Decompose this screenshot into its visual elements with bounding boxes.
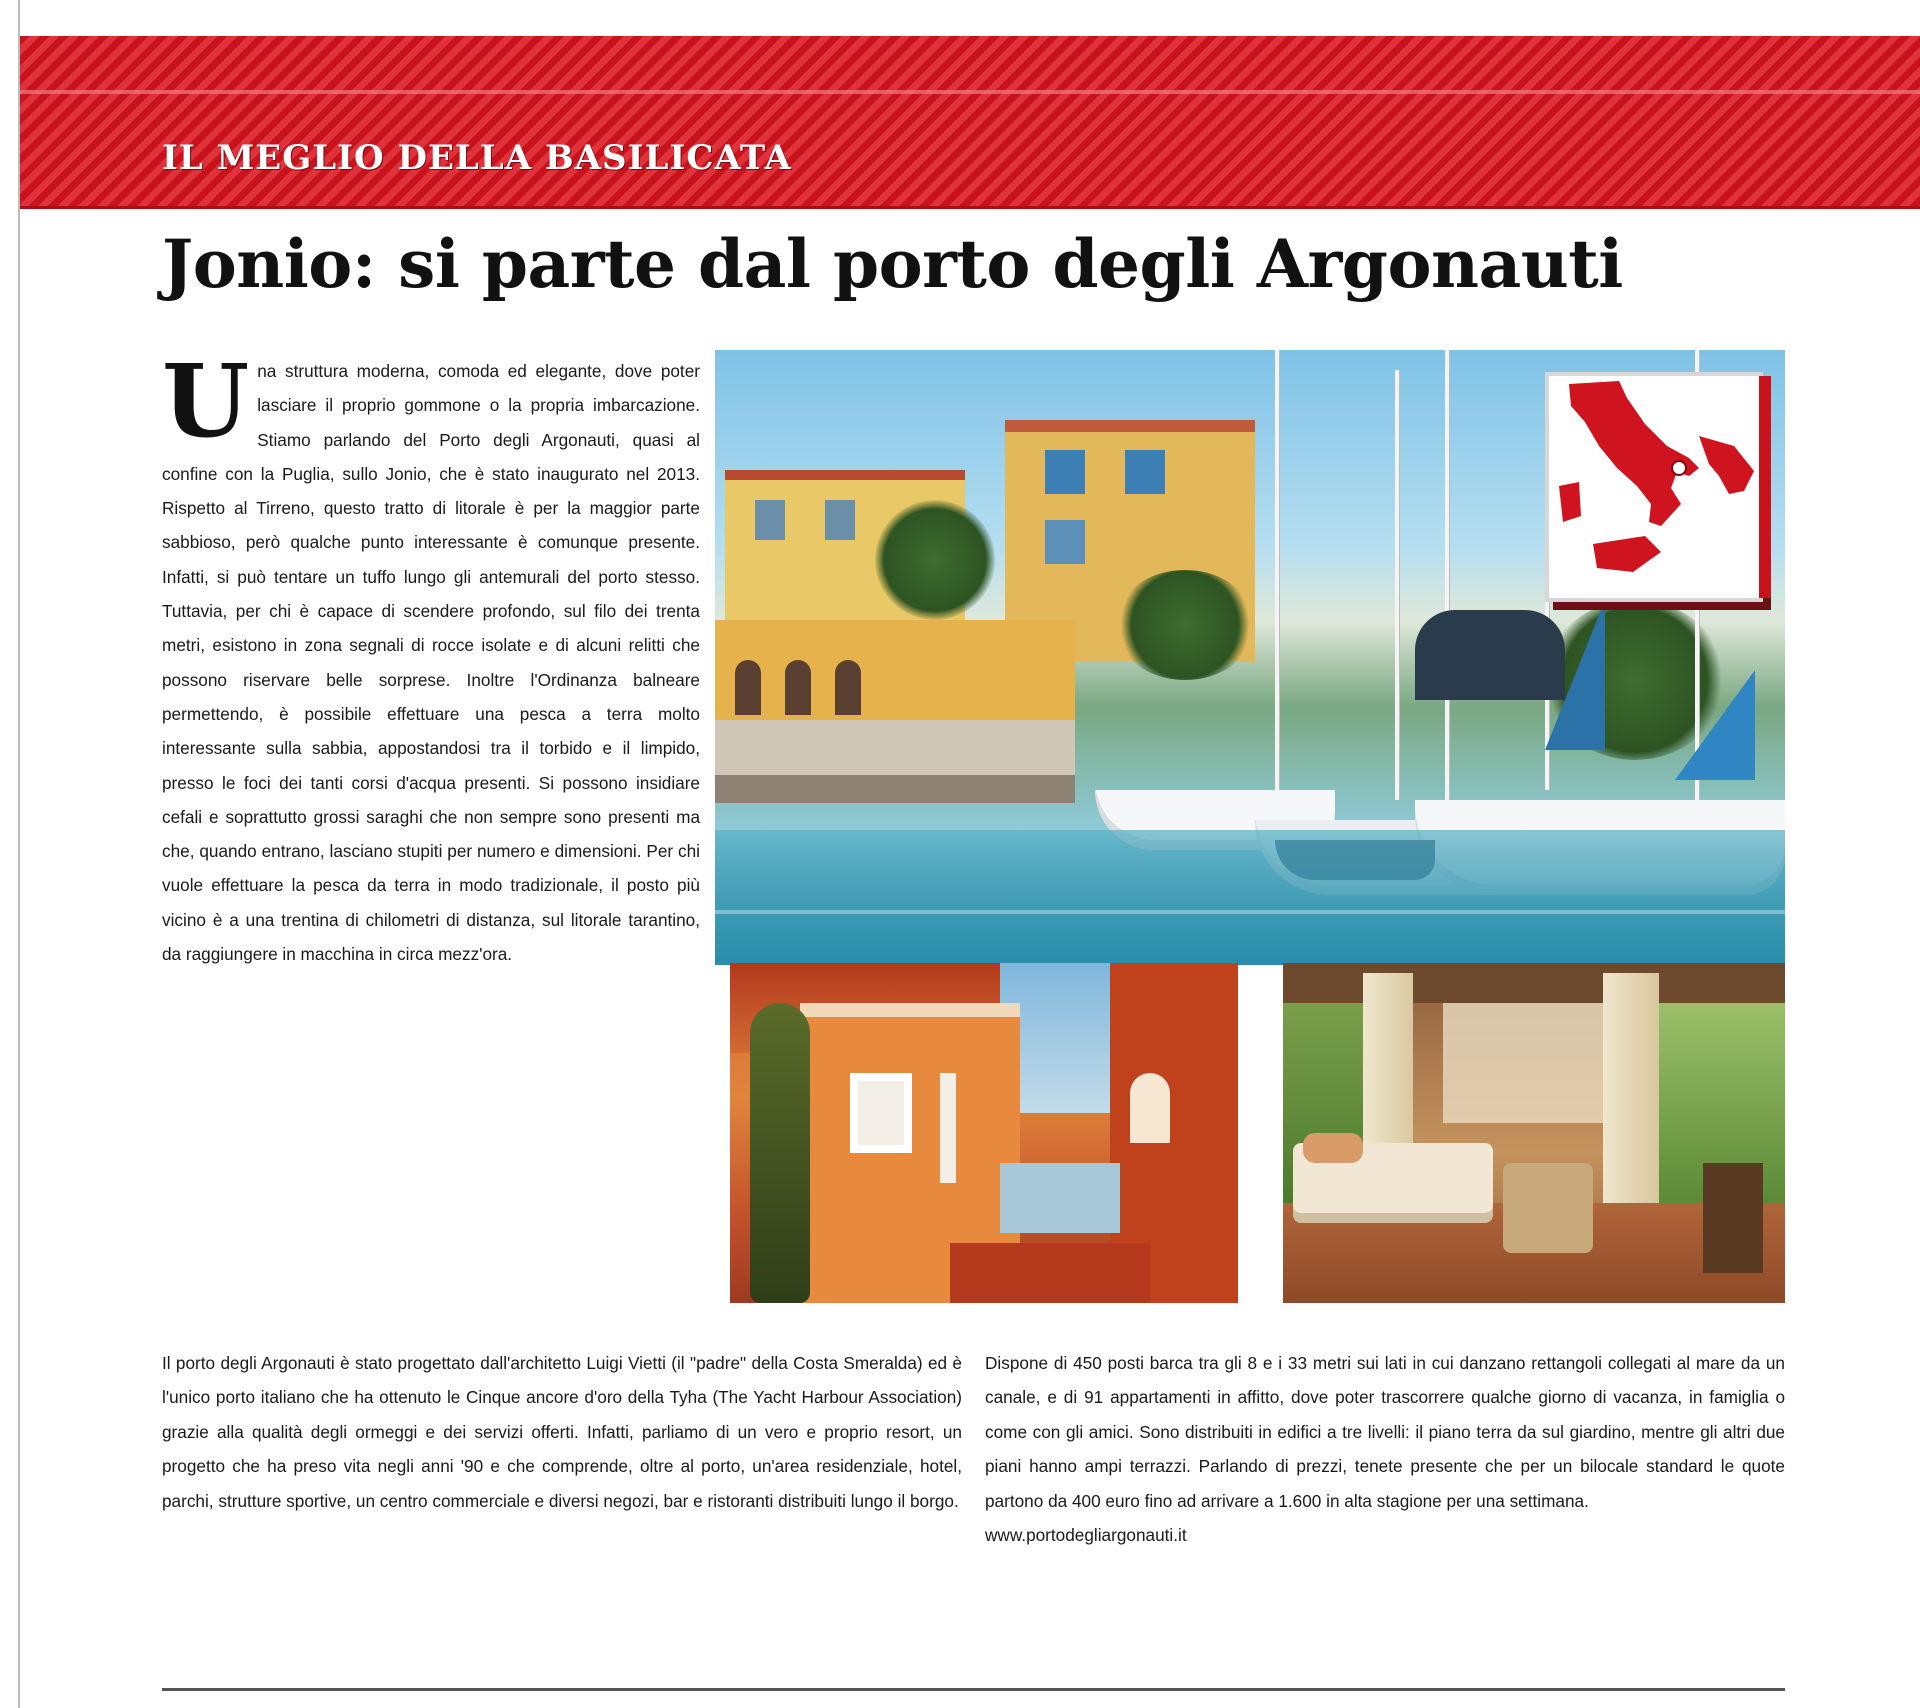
band-rule [20,90,1920,94]
italy-map [1545,372,1763,602]
section-header-band [20,36,1920,206]
article-body-column-left: Il porto degli Argonauti è stato progettato dall'architetto Luigi Vietti (il "padre" della Costa Smeralda) ed è l'unico porto italiano che ha ottenuto le Cinque ancore d'oro della Tyha (The Yacht Harbour Association) grazie alla qualità degli ormeggi e dei servizi offerti. Infatti, parliamo di un vero e proprio resort, un progetto che ha preso vita negli anni '90 e che comprende, oltre al porto, un'area residenziale, hotel, parchi, strutture sportive, un centro commerciale e diversi negozi, bar e ristoranti distribuiti lungo il borgo. [162,1353,962,1511]
drop-cap: U [162,342,250,460]
section-label: IL MEGLIO DELLA BASILICATA [162,138,792,178]
article-headline: Jonio: si parte dal porto degli Argonauti [162,225,1623,303]
website-link[interactable]: www.portodegliargonauti.it [985,1525,1187,1546]
article-body-column-top [162,342,700,971]
body-text-top: na struttura moderna, comoda ed elegante, dove poter lasciare il proprio gommone o la propria imbarcazione. Stiamo parlando del Porto degli Argonauti, quasi al confine con la Puglia, sullo Jonio, che è stato inaugurato nel 2013. Rispetto al Tirreno, questo tratto di litorale è per la maggior parte sabbioso, però qualche punto interessante è comunque presente. Infatti, si può tentare un tuffo lungo gli antemurali del porto stesso. Tuttavia, per chi è capace di scendere profondo, sul filo dei trenta metri, esistono in zona segnali di rocce isolate e di alcuni relitti che possono riservare belle sorprese. Inoltre l'Ordinanza balneare permettendo, è possibile effettuare una pesca a terra molto interessante sulla sabbia, appostandosi tra il torbido e il limpido, presso le foci dei tanti corsi d'acqua presenti. Si possono insidiare cefali e soprattutto grossi saraghi che non sempre sono presenti ma che, quando entrano, lasciano stupiti per numero e dimensioni. Per chi vuole effettuare la pesca da terra in modo tradizionale, il posto più vicino è a una trentina di chilometri di distanza, sul litorale tarantino, da raggiungere in macchina in circa mezz'ora. [162,361,700,965]
terrace-photo [1283,963,1785,1303]
orange-house-photo [730,963,1238,1303]
italy-map-icon [1549,376,1759,598]
article-body-column-right [985,1346,1785,1552]
map-red-edge [1759,376,1771,598]
body-text-right: Dispone di 450 posti barca tra gli 8 e i 33 metri sui lati in cui danzano rettangoli collegati al mare da un canale, e di 91 appartamenti in affitto, dove poter trascorrere qualche giorno di vacanza, in famiglia o come con gli amici. Sono distribuiti in edifici a tre livelli: il piano terra da sul giardino, mentre gli altri due piani hanno ampi terrazzi. Parlando di prezzi, tenete presente che per un bilocale standard le quote partono da 400 euro fino ad arrivare a 1.600 in alta stagione per una settimana. [985,1353,1785,1511]
bottom-rule [162,1688,1785,1691]
